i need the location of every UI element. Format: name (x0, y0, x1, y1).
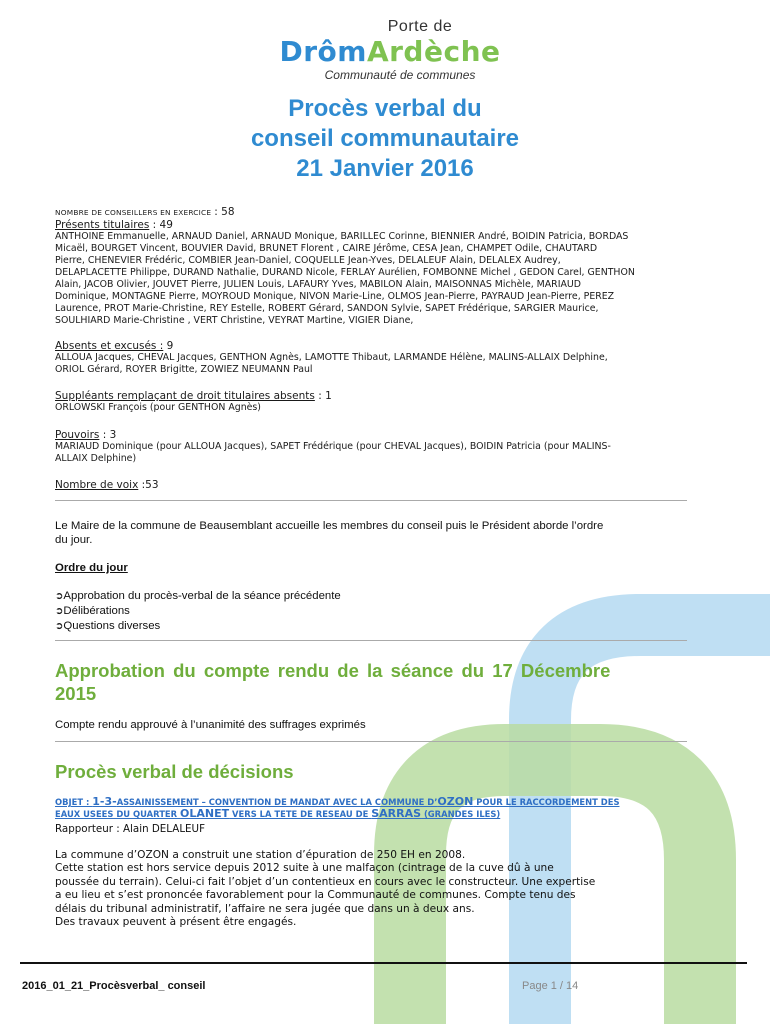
pouvoirs-section (55, 429, 690, 465)
presents-section (55, 219, 690, 327)
title-line-3: 21 Janvier 2016 (296, 155, 474, 182)
conseillers-count (55, 206, 690, 219)
presents-line: ANTHOINE Emmanuelle, ARNAUD Daniel, ARNAUD Monique, BARILLEC Corinne, BIENNIER André, BOIDIN Patricia, BORDAS (55, 231, 629, 242)
conseillers-value: : 58 (214, 206, 235, 218)
body-line: poussée du terrain). Celui-ci fait l’objet d’un contentieux en cours avec le constructeur. Une expertise (55, 875, 596, 888)
body-line: La commune d’OZON a construit une station d’épuration de 250 EH en 2008. (55, 849, 466, 861)
approbation-heading-line: 2015 (55, 683, 97, 704)
body-line: délais du tribunal administratif, l’affaire ne sera jugée que dans un à deux ans. (55, 902, 475, 915)
ordre-du-jour (55, 561, 695, 634)
absents-line: ALLOUA Jacques, CHEVAL Jacques, GENTHON Agnès, LAMOTTE Thibaut, LARMANDE Hélène, MALINS-ALLAIX Delphine, (55, 352, 608, 363)
approbation-text: Compte rendu approuvé à l’unanimité des suffrages exprimés (55, 719, 366, 731)
presents-line: DELAPLACETTE Philippe, DURAND Nathalie, DURAND Nicole, FERLAY Aurélien, FOMBONNE Michel , GEDON Carel, GENTHON (55, 267, 635, 278)
ordre-item: ➲Approbation du procès-verbal de la séance précédente (55, 590, 341, 602)
presents-label: Présents titulaires (55, 219, 150, 231)
body-line: a eu lieu et s’est prononcée favorablement pour la Communauté de communes. Compte tenu des (55, 889, 576, 902)
rapporteur: Rapporteur : Alain DELALEUF (55, 823, 206, 835)
conseillers-label: NOMBRE DE CONSEILLERS EN EXERCICE (55, 208, 212, 217)
pouvoirs-line: MARIAUD Dominique (pour ALLOUA Jacques), SAPET Frédérique (pour CHEVAL Jacques), BOIDIN Patricia (pour MALINS- (55, 441, 611, 452)
ordre-item: ➲Délibérations (55, 605, 130, 617)
absents-value: 9 (166, 340, 174, 352)
suppleants-label: Suppléants remplaçant de droit titulaires absents (55, 390, 315, 402)
presents-line: Dominique, MONTAGNE Pierre, MOYROUD Monique, NIVON Marie-Line, OLMOS Jean-Pierre, PAYRAUD Jean-Pierre, PEREZ (55, 291, 615, 302)
suppleants-value: : 1 (318, 390, 332, 402)
logo-main-text (270, 36, 510, 68)
presents-line: Alain, JACOB Olivier, JOUVET Pierre, JULIEN Louis, LAFAURY Yves, MABILON Alain, MAISONNAS Michèle, MARIAUD (55, 279, 581, 290)
arrow-icon: ➲ (55, 591, 64, 602)
suppleants-line: ORLOWSKI François (pour GENTHON Agnès) (55, 402, 261, 413)
footer-filename: 2016_01_21_Procèsverbal_ conseil (22, 980, 206, 992)
ordre-item: ➲Questions diverses (55, 620, 161, 632)
presents-line: Pierre, CHENEVIER Frédéric, COMBIER Jean-Daniel, COQUELLE Jean-Yves, DELALEUF Alain, DELALEX Audrey, (55, 255, 561, 266)
body-paragraph (55, 849, 695, 929)
objet-line-1[interactable]: OBJET : 1-3-ASSAINISSEMENT – CONVENTION DE MANDAT AVEC LA COMMUNE D’OZON POUR LE RACCORDEMENT DES (55, 795, 620, 808)
absents-line: ORIOL Gérard, ROYER Brigitte, ZOWIEZ NEUMANN Paul (55, 364, 313, 375)
page-number: Page 1 / 14 (522, 980, 579, 992)
logo-subtitle: Communauté de communes (324, 68, 476, 82)
ordre-title: Ordre du jour (55, 562, 128, 574)
voix-value: :53 (141, 479, 159, 491)
body-line: Des travaux peuvent à présent être engagés. (55, 916, 297, 929)
logo-top-text: Porte de (387, 18, 453, 35)
objet-line-2[interactable]: EAUX USEES DU QUARTER OLANET VERS LA TETE DE RESEAU DE SARRAS (GRANDES ILES) (55, 807, 501, 820)
logo-ardeche: Ardèche (366, 35, 501, 68)
logo (270, 18, 510, 82)
objet-link[interactable] (55, 796, 695, 820)
arrow-icon: ➲ (55, 606, 64, 617)
presents-line: Laurence, PROT Marie-Christine, REY Estelle, ROBERT Gérard, SANDON Sylvie, SAPET Frédérique, SARGIER Maurice, (55, 303, 599, 314)
presents-value: : 49 (152, 219, 173, 231)
body-line: Cette station est hors service depuis 2012 suite à une malfaçon (cintrage de la cuve dû à une (55, 862, 554, 875)
title-line-1: Procès verbal du (288, 95, 482, 122)
divider (55, 741, 687, 742)
page-title (0, 94, 770, 184)
intro-line: Le Maire de la commune de Beausemblant accueille les membres du conseil puis le Président aborde l’ordre (55, 520, 604, 532)
intro-line: du jour. (55, 534, 93, 546)
pouvoirs-line: ALLAIX Delphine) (55, 453, 137, 464)
approbation-heading-line: Approbation du compte rendu de la séance du 17 Décembre (55, 660, 611, 681)
voix-section (55, 479, 690, 491)
divider (55, 500, 687, 501)
logo-drome: Drôm (279, 35, 367, 68)
pouvoirs-label: Pouvoirs (55, 429, 100, 441)
presents-line: SOULHIARD Marie-Christine , VERT Christine, VEYRAT Martine, VIGIER Diane, (55, 315, 414, 326)
suppleants-section (55, 390, 690, 414)
divider (55, 640, 687, 641)
pouvoirs-value: : 3 (102, 429, 117, 441)
title-line-2: conseil communautaire (250, 125, 520, 152)
absents-section (55, 340, 690, 376)
decisions-heading: Procès verbal de décisions (55, 761, 294, 782)
approbation-heading (55, 659, 695, 705)
footer-divider (20, 962, 747, 964)
arrow-icon: ➲ (55, 621, 64, 632)
absents-label: Absents et excusés : (55, 340, 164, 352)
intro-paragraph (55, 519, 695, 547)
presents-line: Micaël, BOURGET Vincent, BOUVIER David, BRUNET Florent , CAIRE Jérôme, CESA Jean, CHAMPET Odile, CHAUTARD (55, 243, 598, 254)
voix-label: Nombre de voix (55, 479, 139, 491)
